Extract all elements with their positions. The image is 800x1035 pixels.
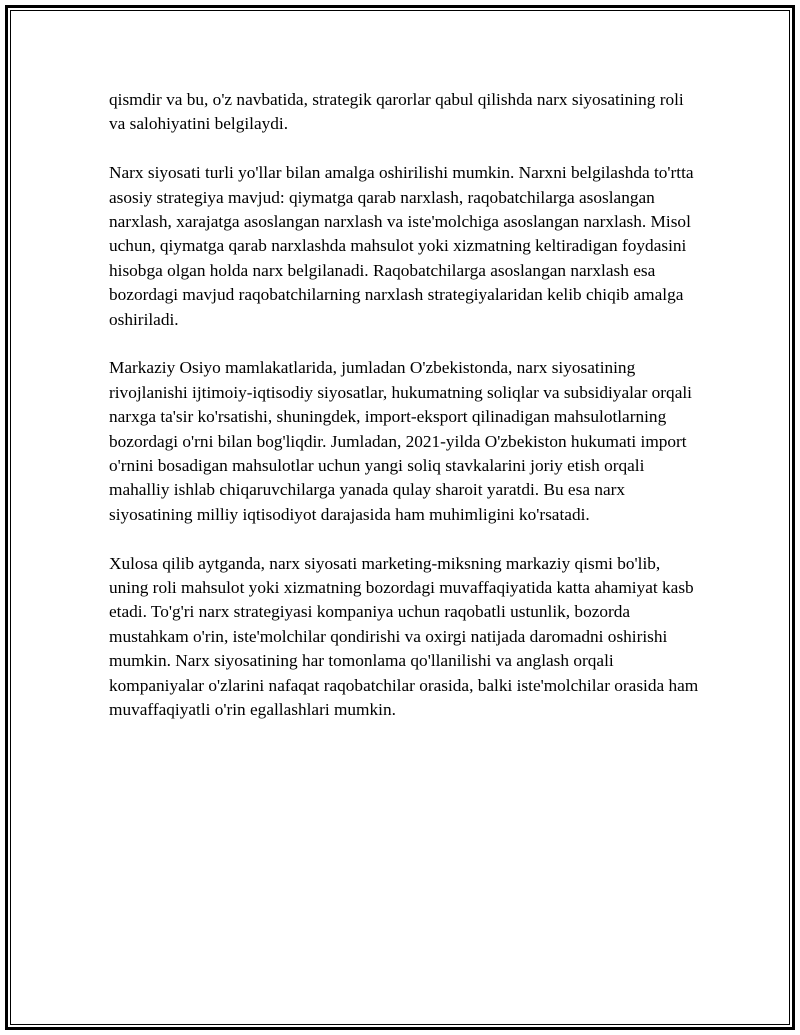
- paragraph-2: Narx siyosati turli yo'llar bilan amalga oshirilishi mumkin. Narxni belgilashda to'rtta asosiy strategiya mavjud: qiymatga qarab narxlash, raqobatchilarga asoslangan narxlash, xarajatga asoslangan narxlash va iste'molchiga asoslangan narxlash. Misol uchun, qiymatga qarab narxlashda mahsulot yoki xizmatning keltiradigan foydasini hisobga olgan holda narx belgilanadi. Raqobatchilarga asoslangan narxlash esa bozordagi mavjud raqobatchilarning narxlash strategiyalaridan kelib chiqib amalga oshiriladi.: [109, 163, 694, 329]
- paragraph-1: qismdir va bu, o'z navbatida, strategik qarorlar qabul qilishda narx siyosatining roli va salohiyatini belgilaydi.: [109, 90, 684, 134]
- paragraph-3: Markaziy Osiyo mamlakatlarida, jumladan O'zbekistonda, narx siyosatining rivojlanishi ijtimoiy-iqtisodiy siyosatlar, hukumatning soliqlar va subsidiyalar orqali narxga ta'sir ko'rsatishi, shuningdek, import-eksport qilinadigan mahsulotlarning bozordagi o'rni bilan bog'liqdir. Jumladan, 2021-yilda O'zbekiston hukumati import o'rnini bosadigan mahsulotlar uchun yangi soliq stavkalarini joriy etish orqali mahalliy ishlab chiqaruvchilarga yanada qulay sharoit yaratdi. Bu esa narx siyosatining milliy iqtisodiyot darajasida ham muhimligini ko'rsatadi.: [109, 358, 692, 524]
- document-body: [109, 88, 699, 747]
- paragraph-4: Xulosa qilib aytganda, narx siyosati marketing-miksning markaziy qismi bo'lib, uning roli mahsulot yoki xizmatning bozordagi muvaffaqiyatida katta ahamiyat kasb etadi. To'g'ri narx strategiyasi kompaniya uchun raqobatli ustunlik, bozorda mustahkam o'rin, iste'molchilar qondirishi va oxirgi natijada daromadni oshirishi mumkin. Narx siyosatining har tomonlama qo'llanilishi va anglash orqali kompaniyalar o'zlarini nafaqat raqobatchilar orasida, balki iste'molchilar orasida ham muvaffaqiyatli o'rin egallashlari mumkin.: [109, 553, 699, 720]
